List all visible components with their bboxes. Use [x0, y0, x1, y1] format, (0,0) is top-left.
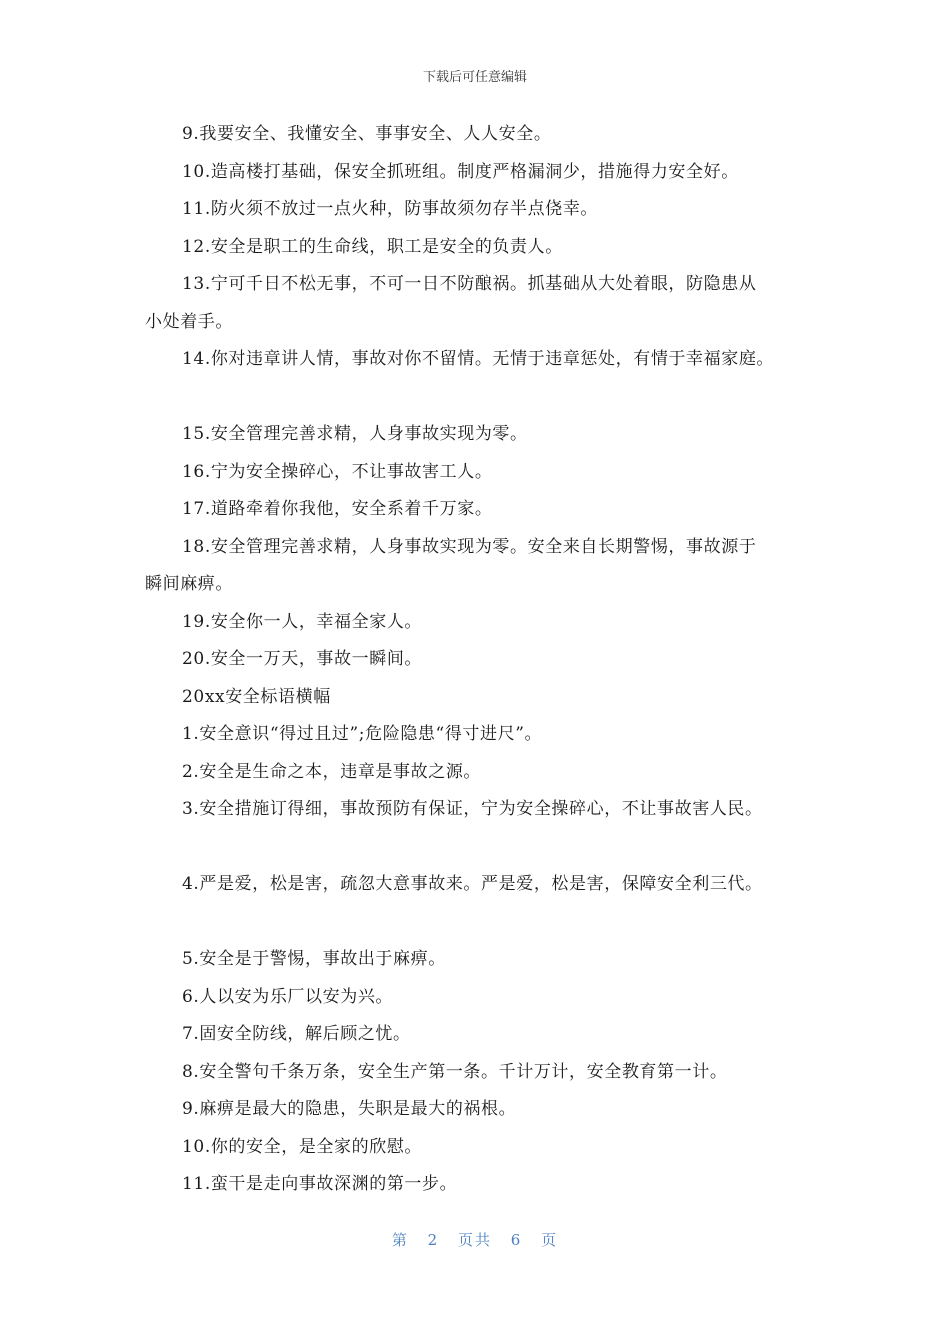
slogan-line: 1.安全意识“得过且过”;危险隐患“得寸进尺”。 [182, 724, 543, 744]
slogan-line: 8.安全警句千条万条，安全生产第一条。千计万计，安全教育第一计。 [182, 1061, 728, 1082]
section-heading: 20xx安全标语横幅 [182, 686, 331, 707]
slogan-line: 9.我要安全、我懂安全、事事安全、人人安全。 [182, 124, 552, 144]
slogan-line: 7.固安全防线，解后顾之忧。 [182, 1024, 411, 1044]
slogan-line: 16.宁为安全操碎心，不让事故害工人。 [182, 461, 493, 482]
slogan-line: 17.道路牵着你我他，安全系着千万家。 [182, 499, 493, 519]
slogan-line: 11.蛮干是走向事故深渊的第一步。 [182, 1174, 458, 1194]
slogan-line: 10.你的安全，是全家的欣慰。 [182, 1136, 423, 1157]
slogan-line: 14.你对违章讲人情，事故对你不留情。无情于违章惩处，有情于幸福家庭。 [182, 349, 775, 369]
blank-line [145, 379, 825, 417]
document-body [145, 116, 825, 1204]
slogan-line: 10.造高楼打基础，保安全抓班组。制度严格漏洞少，措施得力安全好。 [182, 161, 739, 182]
slogan-line: 12.安全是职工的生命线，职工是安全的负责人。 [182, 236, 563, 257]
slogan-line: 6.人以安为乐厂以安为兴。 [182, 986, 394, 1007]
slogan-line: 3.安全措施订得细，事故预防有保证，宁为安全操碎心，不让事故害人民。 [182, 799, 763, 819]
slogan-line: 20.安全一万天，事故一瞬间。 [182, 649, 423, 669]
slogan-line: 9.麻痹是最大的隐患，失职是最大的祸根。 [182, 1099, 517, 1119]
slogan-line: 18.安全管理完善求精，人身事故实现为零。安全来自长期警惕，事故源于 [182, 536, 757, 557]
blank-line [145, 829, 825, 867]
blank-line [145, 904, 825, 942]
slogan-line: 4.严是爱，松是害，疏忽大意事故来。严是爱，松是害，保障安全利三代。 [182, 874, 763, 894]
slogan-line: 15.安全管理完善求精，人身事故实现为零。 [182, 424, 528, 444]
slogan-line: 13.宁可千日不松无事，不可一日不防酿祸。抓基础从大处着眼，防隐患从 [182, 274, 757, 294]
slogan-line: 19.安全你一人，幸福全家人。 [182, 611, 423, 632]
slogan-line-continuation: 瞬间麻痹。 [145, 574, 233, 594]
slogan-line: 2.安全是生命之本，违章是事故之源。 [182, 761, 482, 782]
slogan-line-continuation: 小处着手。 [145, 311, 233, 332]
slogan-line: 5.安全是于警惕，事故出于麻痹。 [182, 949, 446, 969]
page-header: 下载后可任意编辑 [422, 70, 527, 85]
page-number-footer: 第 2 页共 6 页 [391, 1231, 559, 1249]
slogan-line: 11.防火须不放过一点火种，防事故须勿存半点侥幸。 [182, 199, 599, 219]
